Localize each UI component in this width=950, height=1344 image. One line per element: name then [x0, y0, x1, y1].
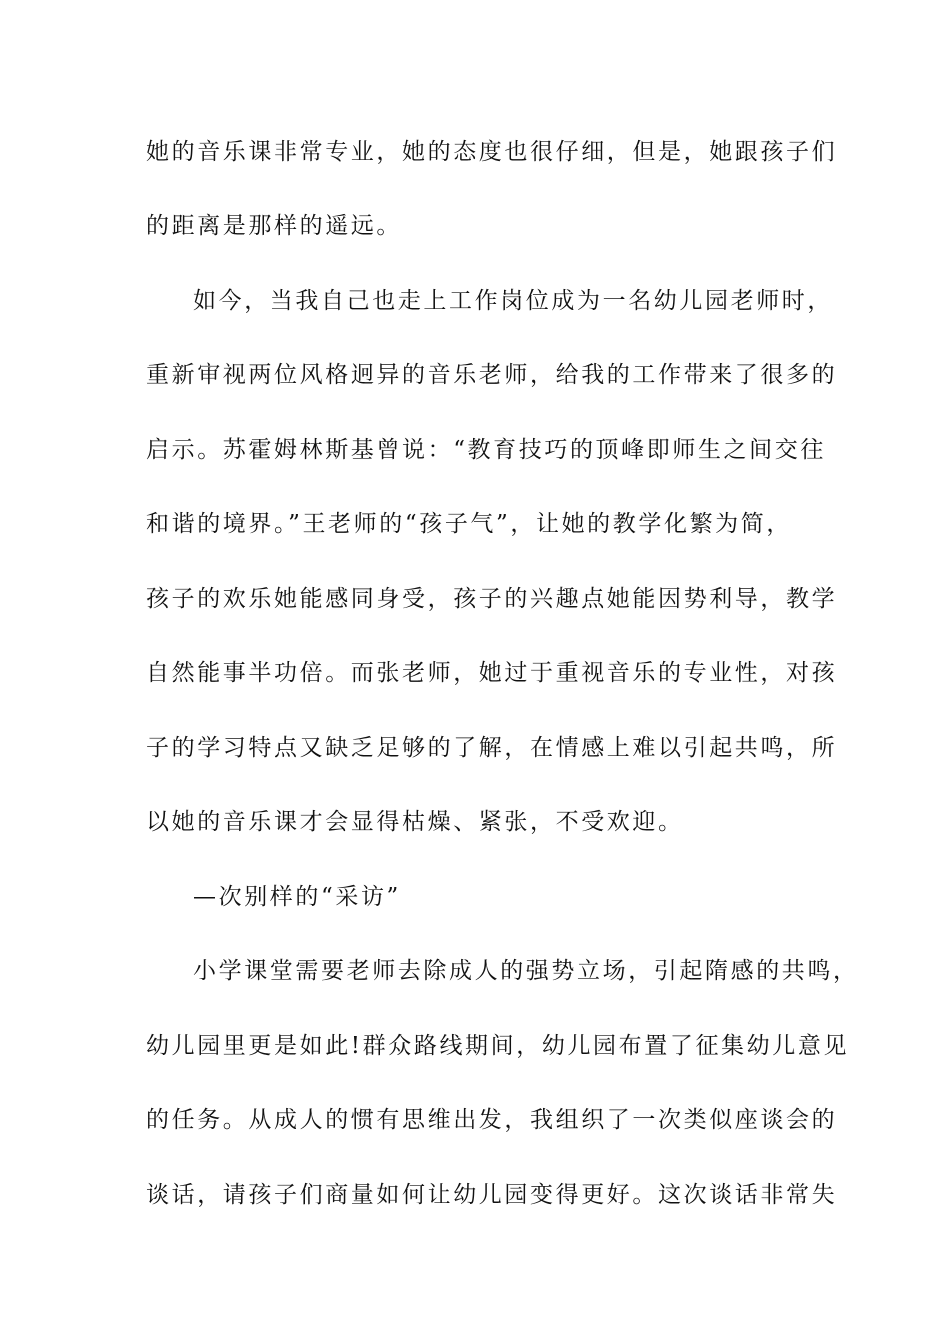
text-line: 和谐的境界。”王老师的“孩子气”，让她的教学化繁为简，: [146, 511, 792, 537]
text-line: 谈话，请孩子们商量如何让幼儿园变得更好。这次谈话非常失: [146, 1182, 838, 1208]
text-line: 子的学习特点又缺乏足够的了解，在情感上难以引起共鸣，所: [146, 735, 838, 761]
text-line: 的任务。从成人的惯有思维出发，我组织了一次类似座谈会的: [146, 1107, 838, 1133]
text-line: 以她的音乐课才会显得枯燥、紧张，不受欢迎。: [146, 809, 684, 835]
paragraph-first-line: 小学课堂需要老师去除成人的强势立场，引起隋感的共鸣，: [193, 958, 859, 984]
text-line: 重新审视两位风格迥异的音乐老师，给我的工作带来了很多的: [146, 362, 838, 388]
paragraph-first-line: 如今，当我自己也走上工作岗位成为一名幼儿园老师时，: [193, 288, 833, 314]
text-line: 启示。苏霍姆林斯基曾说：“教育技巧的顶峰即师生之间交往: [146, 437, 826, 463]
text-line: 的距离是那样的遥远。: [146, 213, 402, 239]
text-line: 幼儿园里更是如此!群众路线期间，幼儿园布置了征集幼儿意见: [146, 1033, 850, 1059]
text-line: 孩子的欢乐她能感同身受，孩子的兴趣点她能因势利导，教学: [146, 586, 838, 612]
text-line: 自然能事半功倍。而张老师，她过于重视音乐的专业性，对孩: [146, 660, 838, 686]
section-heading: —次别样的“采访”: [193, 884, 401, 910]
text-line: 她的音乐课非常专业，她的态度也很仔细，但是，她跟孩子们: [146, 139, 838, 165]
